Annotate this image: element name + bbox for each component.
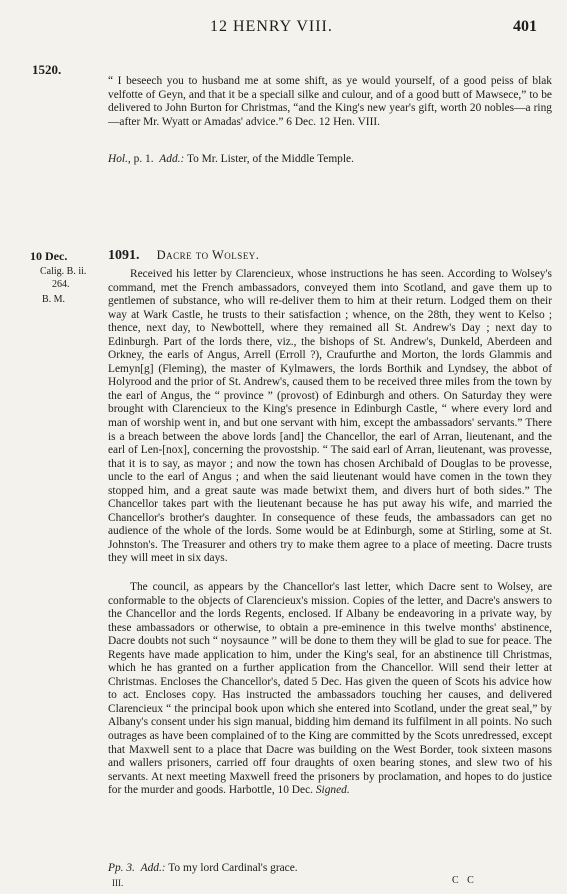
- hol-label: Hol.,: [108, 153, 131, 165]
- hol-pages: p. 1.: [133, 153, 154, 165]
- paragraph-1: Received his letter by Clarencieux, whose instructions he has seen. According to Wolsey's command, met the French ambassadors, conveyed them into Scotland, and gave them up to gentlemen of substance, who will re-deliver them to him at their return. Lodged them on their way at Wark Castle, he trusts to their satisfaction ; whence, on the 28th, they went to Kelso ; thence, next day, to Newbottell, where they remained all St. Andrew's Day ; next day to Edinburgh. Part of the lords there, viz., the bishops of St. Andrew's, Dunkeld, Aberdeen and Orkney, the earls of Angus, Arrell (Erroll ?), Craufurthe and Morton, the lords Glammis and Lemyn[g] (Fleming), the master of Kylmawers, the lords Borthik and Lyndsey, the abbot of Holyrood and the prior of St. Andrew's, caused them to be received three miles from the town by the earl of Angus, the “ province ” (provost) of Edinburgh and others. On Saturday they were brought with Clarencieux to the King's presence in Edinburgh Castle, “ where every lord and man of worship went in, and but one servant with him, except the ambassadors' servants.” There is a breach between the above lords [and] the Chancellor, the earl of Arran, lieutenant, and the earl of Len-[nox], concerning the provostship. “ The said earl of Arran, lieutenant, was provesse, that it is to say, as mayor ; and now the town has chosen Archibald of Douglas to be provesse, uncle to the earl of Angus ; and when the said lieutenant would have comen in the town they stopped him, and a great saute was made betwixt them, and divers hurt of both sides.” The Chancellor takes part with the lieutenant because he has put away his wife, and married the Chancellor's brother's daughter. In consequence of these feuds, the ambassadors can get no audience of the whole of the lords. Some would be at Edinburgh, some at Stirling, some at St. Johnston's. The Treasurer and others try to make them agree to a place of meeting. Dacre trusts they will meet in six days.: [108, 268, 552, 565]
- running-head: 12 HENRY VIII.: [210, 18, 333, 35]
- pp-label: Pp. 3.: [108, 862, 135, 874]
- pages-note: [108, 862, 552, 876]
- holograph-note: [108, 153, 552, 167]
- hol-add-label: Add.:: [159, 153, 185, 165]
- manuscript-reference: Calig. B. ii.: [40, 266, 87, 277]
- year-marker: 1520.: [32, 62, 62, 77]
- paragraph-2-body: The council, as appears by the Chancellor's last letter, which Dacre sent to Wolsey, are conformable to the objects of Clarencieux's mission. Copies of the letter, and Dacre's answers to the Chancellor and the lords Regents, enclosed. If Albany be endeavoring in a private way, by these ambassadors or otherwise, to obtain a pre-eminence in this twelve months' abstinence, Dacre doubts not such “ noysaunce ” will be done to them they will be glad to sue for peace. The Regents have made application to him, under the King's seal, for an abstinence till Christmas, which he has granted on a further application from the Chancellor. Will send their letter at Christmas. Encloses the Chancellor's, dated 5 Dec. Has given the queen of Scots his advice how to act. Encloses copy. Has instructed the ambassadors touching her causes, and delivered Clarencieux “ the principal book upon which she entered into Scotland, under the great seal,” by Albany's consent under his sign manual, bidding him demand its fulfilment in all points. No such outrages as have been complained of to the King are committed by the Scots unredressed, except that Maxwell sent to a place that Dacre was building on the West Border, took sixteen masons and wallers prisoners, carried off four draughts of oxen bearing stones, and slew two of his servants. At next meeting Maxwell freed the prisoners by proclamation, and hopes to do justice for the murder and goods. Harbottle, 10 Dec.: [108, 581, 552, 797]
- page-number: 401: [513, 18, 537, 35]
- volume-marker: III.: [112, 878, 124, 888]
- signed-note: Signed.: [315, 784, 350, 797]
- entry-heading: [108, 248, 259, 264]
- pp-add-label: Add.:: [140, 862, 166, 874]
- pp-addressee: To my lord Cardinal's grace.: [168, 862, 298, 874]
- entry-number: 1091.: [108, 248, 140, 263]
- watermark-stamp: [4, 540, 26, 800]
- quoted-letter-excerpt: “ I beseech you to husband me at some shift, as ye would yourself, of a good peiss of blak velfotte of Geyn, and that it be a speciall silke and culour, and of a good butt of Mawsece,” to be delivered to John Burton for Christmas, “and the King's new year's gift, worth 20 nobles—a ring—after Mr. Wyatt or Amadas' advice.” 6 Dec. 12 Hen. VIII.: [108, 75, 552, 128]
- entry-date: 10 Dec.: [30, 249, 68, 263]
- repository-reference: B. M.: [42, 294, 66, 305]
- page-header: [0, 18, 567, 42]
- signature-mark: C C: [452, 875, 477, 886]
- folio-reference: 264.: [52, 279, 70, 290]
- hol-addressee: To Mr. Lister, of the Middle Temple.: [186, 153, 354, 165]
- entry-title: Dacre to Wolsey.: [156, 248, 260, 262]
- paragraph-2: [108, 581, 552, 798]
